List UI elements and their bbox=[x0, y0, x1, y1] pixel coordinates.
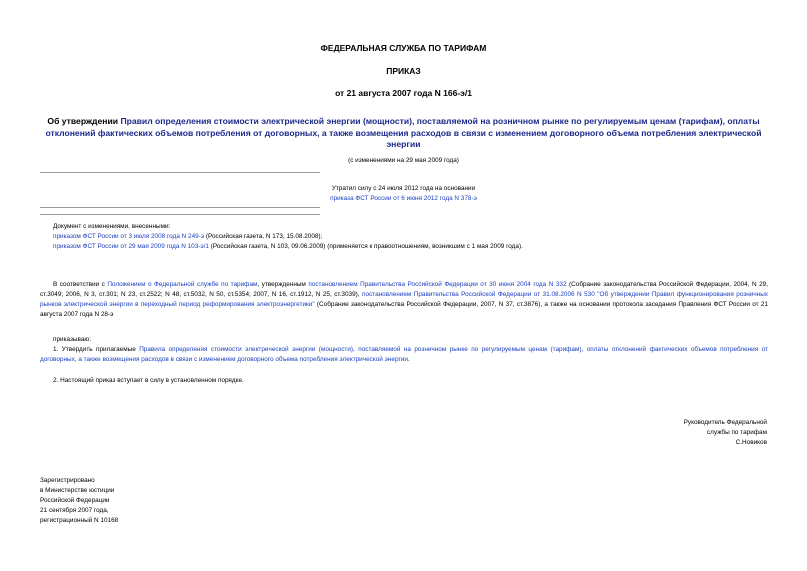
preamble-link[interactable]: Положением о Федеральной службе по тарифам bbox=[107, 281, 258, 288]
order-word: приказываю: bbox=[53, 336, 91, 343]
signature-line: С.Новиков bbox=[735, 439, 767, 446]
preamble-paragraph: В соответствии с Положением о Федеральной службе по тарифам, утвержденным постановлением Правительства Российской Федерации от 30 июня 2004 года N 332 (Собрание законодательства Российской Федерации, 2004, N 29, ст.3049; 2006, N 3, ст.301; N 23, ст.2522; N 48, ст.5032, N 50, ст.5354; 2007, N 16, ст.1912, N 25, ст.3039), постановлением Правительства Российской Федерации от 31.08.2006 N 530 "Об утверждении Правил функционирования розничных рынков электрической энергии в переходный период реформирования электроэнергетики" (Собрание законодательства Российской Федерации, 2007, N 37, ст.3876), а также на основании протокола заседания Правления ФСТ России от 21 августа 2007 года N 28-э bbox=[40, 281, 769, 318]
title-prefix: Об утверждении bbox=[47, 116, 121, 126]
expired-order-link[interactable]: приказа ФСТ России от 6 июня 2012 года N 378-э bbox=[330, 195, 477, 202]
change-link[interactable]: приказом ФСТ России от 3 июля 2008 года N 249-э bbox=[53, 233, 205, 240]
signature-line: Руководитель Федеральной bbox=[683, 419, 767, 426]
registration-line: 21 сентября 2007 года, bbox=[40, 507, 109, 514]
divider bbox=[40, 207, 320, 208]
preamble-link[interactable]: постановлением Правительства Российской Федерации от 31.08.2006 N 530 "Об утверждении Правил функционирования розничных рынков электрической энергии в переходный период реформирования электроэнергетики" bbox=[40, 291, 768, 308]
point-1: 1. Утвердить прилагаемые Правила определения стоимости электрической энергии (мощности), поставляемой на розничном рынке по регулируемым ценам (тарифам), оплаты отклонений фактических объемов потребления от договорных, а также возмещения расходов в связи с изменением договорного объема потребления электрической энергии. bbox=[40, 346, 768, 363]
title-link[interactable]: Правил определения стоимости электрической энергии (мощности), поставляемой на розничном рынке по регулируемым ценам (тарифам), оплаты отклонений фактических объемов потребления от договорных, а также возмещения расходов в связи с изменением договорного объема потребления электрической энергии bbox=[45, 116, 762, 149]
preamble-link[interactable]: постановлением Правительства Российской Федерации от 30 июня 2004 года N 332 bbox=[308, 281, 567, 288]
change-item: приказом ФСТ России от 29 мая 2009 года N 103-э/1 (Российская газета, N 103, 09.06.2009) (применяется к правоотношениям, возникшим с 1 мая 2009 года). bbox=[53, 243, 523, 250]
doc-type: ПРИКАЗ bbox=[386, 66, 421, 76]
doc-date-number: от 21 августа 2007 года N 166-э/1 bbox=[335, 88, 472, 98]
agency-header: ФЕДЕРАЛЬНАЯ СЛУЖБА ПО ТАРИФАМ bbox=[320, 43, 487, 53]
registration-line: регистрационный N 10168 bbox=[40, 517, 119, 524]
change-link[interactable]: приказом ФСТ России от 29 мая 2009 года N 103-э/1 bbox=[53, 243, 209, 250]
changes-heading: Документ с изменениями, внесенными: bbox=[53, 223, 171, 230]
registration-block bbox=[40, 476, 118, 526]
registration-line: Зарегистрировано bbox=[40, 477, 95, 484]
amendment-note: (с изменениями на 29 мая 2009 года) bbox=[348, 157, 459, 164]
expired-note: Утратил силу с 24 июля 2012 года на основании bbox=[331, 185, 476, 192]
point-2: 2. Настоящий приказ вступает в силу в установленном порядке. bbox=[53, 377, 244, 384]
divider bbox=[40, 172, 320, 173]
registration-line: Российской Федерации bbox=[40, 497, 110, 504]
signature-line: службы по тарифам bbox=[706, 429, 767, 436]
change-item: приказом ФСТ России от 3 июля 2008 года N 249-э (Российская газета, N 173, 15.08.2008); bbox=[53, 233, 323, 240]
document-title bbox=[40, 116, 767, 151]
divider bbox=[40, 214, 320, 215]
rules-link[interactable]: Правила определения стоимости электрической энергии (мощности), поставляемой на розничном рынке по регулируемым ценам (тарифам), оплаты отклонений фактических объемов потребления от договорных, а также возмещения расходов в связи с изменением договорного объема потребления электрической энергии bbox=[40, 346, 768, 363]
registration-line: в Министерстве юстиции bbox=[40, 487, 115, 494]
signature-block bbox=[684, 418, 767, 448]
